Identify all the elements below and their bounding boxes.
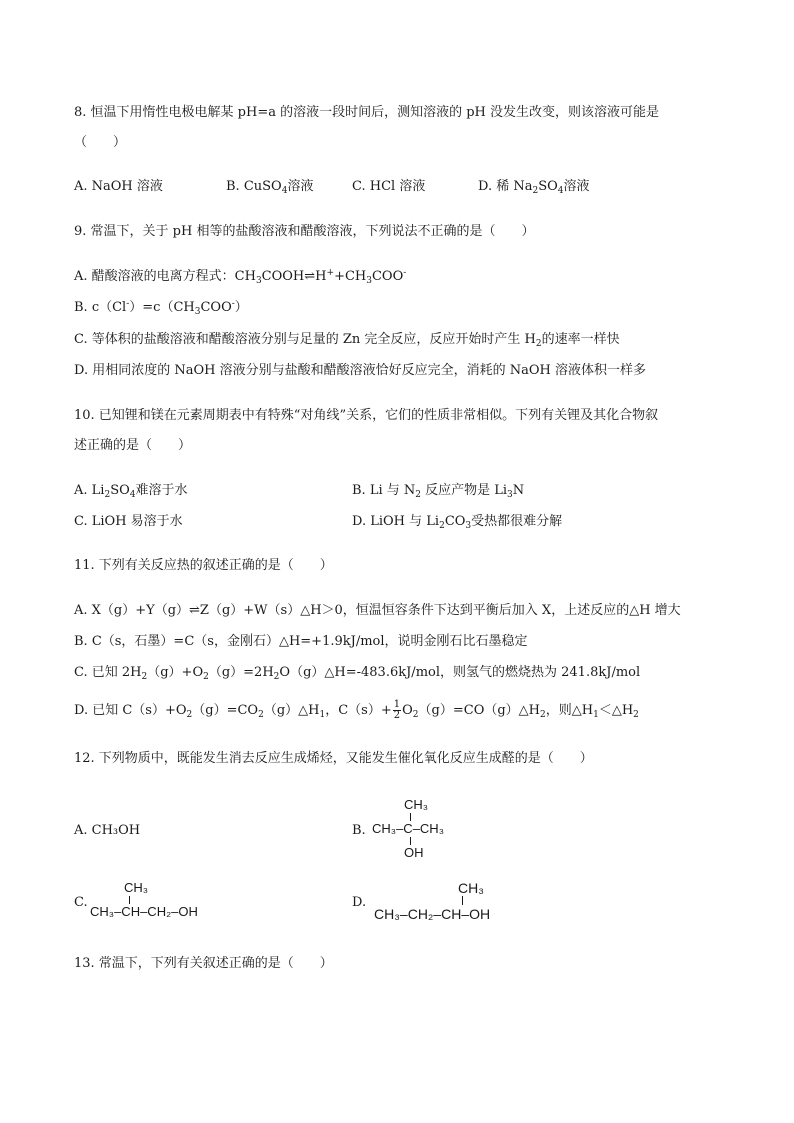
- q8-stem: 8. 恒温下用惰性电极电解某 pH=a 的溶液一段时间后，测知溶液的 pH 没发生改变，则该溶液可能是: [74, 105, 660, 120]
- q9-option-b: B. $c(Cl^-)=c(CH_3COO^-)$: [74, 299, 248, 317]
- q10-option-c: C. LiOH 易溶于水: [74, 514, 183, 529]
- one-half-fraction: $\frac{1}{2}$: [393, 699, 401, 721]
- q11-option-c: C. 已知 $2H_2(g)+O_2(g)=2H_2O(g)\triangle H=-483.6kJ$/mol，则氢气的燃烧热为 241.8kJ/mol: [74, 665, 641, 682]
- d-bond-top: [462, 896, 463, 905]
- q11-option-b: B. C（s，石墨）=C（s，金刚石）△H=+1.9kJ/mol，说明金刚石比石墨稳定: [74, 634, 528, 649]
- q8-answer-paren: （ ）: [74, 135, 127, 150]
- q10-option-b: B. Li 与 $N_2$ 反应产物是 $Li_3N$: [352, 483, 525, 500]
- q10-option-d: D. LiOH 与 $Li_2CO_3$受热都很难分解: [352, 514, 563, 531]
- b-methyl-top: CH₃: [404, 797, 429, 812]
- q11-option-d: D. 已知 $C(s)+O_2(g)=CO_2(g)\triangle H_1$，C（s）+ $\frac{1}{2}$ $O_2(g)=CO(g)\triangle H_2$，则$\triangle H_1<\triangle H_2$: [74, 699, 639, 721]
- q8-option-a: A. NaOH 溶液: [74, 179, 163, 194]
- q12-option-d-structure: [374, 880, 524, 926]
- q9-option-d: D. 用相同浓度的 NaOH 溶液分别与盐酸和醋酸溶液恰好反应完全，消耗的 NaOH 溶液体积一样多: [74, 363, 646, 378]
- q12-option-b-label: B.: [352, 823, 366, 838]
- d-methyl-top: CH₃: [458, 880, 484, 896]
- q10-option-a: A. $Li_2SO_4$难溶于水: [74, 483, 188, 500]
- q13-stem: 13. 常温下，下列有关叙述正确的是（ ）: [74, 956, 333, 971]
- b-main-chain: CH₃–C–CH₃: [372, 821, 444, 836]
- q8-option-b: B. CuSO$_4$溶液: [226, 179, 314, 196]
- c-bond-top: [129, 896, 130, 904]
- q9-stem: 9. 常温下，关于 pH 相等的盐酸溶液和醋酸溶液，下列说法不正确的是（ ）: [74, 224, 535, 239]
- q10-stem-line2: 述正确的是（ ）: [74, 438, 192, 453]
- q10-stem-line1: 10. 已知锂和镁在元素周期表中有特殊“对角线”关系，它们的性质非常相似。下列有关锂及其化合物叙: [74, 408, 659, 423]
- q9-option-c: C. 等体积的盐酸溶液和醋酸溶液分别与足量的 Zn 完全反应，反应开始时产生 $H_2$的速率一样快: [74, 332, 620, 349]
- q12-option-c-label: C.: [74, 895, 88, 910]
- q8-option-d: D. 稀 $Na_2SO_4$溶液: [478, 179, 590, 196]
- d-main-chain: CH₃–CH₂–CH–OH: [374, 906, 491, 922]
- q12-option-c-structure: [90, 880, 220, 924]
- q12-stem: 12. 下列物质中，既能发生消去反应生成烯烃，又能发生催化氧化反应生成醛的是（ ）: [74, 751, 593, 766]
- q8-option-c: C. HCl 溶液: [352, 179, 426, 194]
- q9-option-a: A. 醋酸溶液的电离方程式：$CH_3COOH\rightleftharpoons H^++CH_3COO^-$: [74, 268, 407, 286]
- b-bond-top: [410, 813, 411, 821]
- c-methyl-top: CH₃: [124, 880, 149, 895]
- b-hydroxyl: OH: [404, 845, 424, 860]
- q12-option-b-structure: [372, 797, 462, 863]
- q11-option-a: A. X（g）+Y（g）⇌Z（g）+W（s）△H＞0，恒温恒容条件下达到平衡后加入 X，上述反应的△H 增大: [74, 603, 681, 618]
- q12-option-a: A. CH₃OH: [74, 823, 141, 838]
- q11-stem: 11. 下列有关反应热的叙述正确的是（ ）: [74, 558, 333, 573]
- b-bond-bottom: [410, 837, 411, 845]
- q12-option-d-label: D.: [352, 895, 367, 910]
- c-main-chain: CH₃–CH–CH₂–OH: [90, 904, 198, 919]
